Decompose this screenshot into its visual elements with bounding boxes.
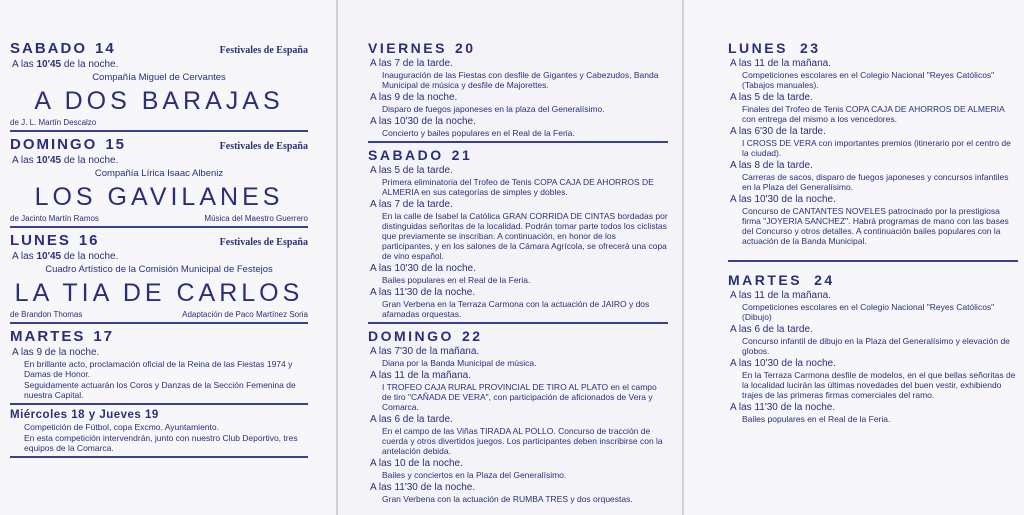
play-credits: de Brandon Thomas Adaptación de Paco Martínez Soria — [10, 310, 308, 319]
event-description: Competiciones escolares en el Colegio Nacional "Reyes Católicos" (Tabajos manuales). — [742, 70, 995, 90]
day-header-viernes-20 — [368, 40, 668, 56]
day-header-domingo-22 — [368, 328, 668, 344]
day-name: LUNES — [728, 40, 788, 56]
event-description: En esta competición intervendrán, junto con nuestro Club Deportivo, tres equipos de la Comarca. — [24, 433, 298, 453]
day-name: DOMINGO — [368, 328, 454, 344]
divider — [10, 456, 308, 458]
event-description: Concurso infantil de dibujo en la Plaza del Generalísimo y elevación de globos. — [742, 336, 1010, 356]
day-name: VIERNES — [368, 40, 447, 56]
play-title: LA TIA DE CARLOS — [14, 279, 304, 307]
event-time: A las 10'45 de la noche. — [12, 59, 119, 70]
event-time: A las 10'30 de la noche. — [730, 358, 836, 369]
day-number: 15 — [105, 136, 127, 153]
day-number: 14 — [95, 40, 116, 57]
event-time: A las 11'30 de la noche. — [730, 402, 836, 413]
festival-label: Festivales de España — [219, 45, 308, 56]
event-description: Gran Verbena en la Terraza Carmona con la actuación de JAIRO y dos afamadas orquestas. — [382, 299, 650, 319]
day-name: LUNES — [10, 232, 71, 249]
day-header-sabado-14 — [10, 40, 308, 57]
event-time: A las 11 de la mañana. — [730, 290, 831, 301]
divider — [728, 260, 1018, 262]
day-number: 17 — [93, 328, 115, 345]
event-time: A las 6 de la tarde. — [370, 414, 453, 425]
event-description: Seguidamente actuarán los Coros y Danzas de la Sección Femenina de nuestra Capital. — [24, 380, 296, 400]
event-description: En brillante acto, proclamación oficial de la Reina de las Fiestas 1974 y Damas de Honor. — [24, 359, 293, 379]
day-name: SABADO — [10, 40, 88, 57]
event-time: A las 11'30 de la noche. — [370, 482, 476, 493]
day-number: 24 — [814, 272, 835, 288]
event-description: Bailes populares en el Real de la Feria. — [382, 275, 531, 285]
event-time: A las 10'30 de la noche. — [730, 194, 836, 205]
program-panel-middle — [338, 0, 682, 515]
festival-label: Festivales de España — [219, 237, 308, 248]
program-panel-right — [684, 0, 1024, 515]
event-description: Inauguración de las Fiestas con desfile de Gigantes y Cabezudos, Banda Municipal de música y desfile de Majorettes. — [382, 70, 659, 90]
event-time: A las 10'30 de la noche. — [370, 263, 476, 274]
day-name: MARTES — [10, 328, 86, 345]
event-description: Bailes y conciertos en la Plaza del Generalísimo. — [382, 470, 567, 480]
divider — [10, 130, 308, 132]
day-number: 23 — [799, 40, 821, 56]
event-description: Primera eliminatoria del Trofeo de Tenis COPA CAJA DE AHORROS DE ALMERIA en sus categorías de simples y dobles. — [382, 177, 654, 197]
divider — [368, 322, 668, 324]
event-time: A las 10'45 de la noche. — [12, 251, 119, 262]
event-time: A las 9 de la noche. — [12, 347, 100, 358]
program-panel-left — [0, 0, 336, 515]
event-time: A las 10'30 de la noche. — [370, 116, 476, 127]
event-description: Bailes populares en el Real de la Feria. — [742, 414, 891, 424]
divider — [368, 141, 668, 143]
day-number: 22 — [461, 328, 483, 344]
day-header-sabado-21 — [368, 147, 668, 163]
day-name: MARTES — [728, 272, 803, 288]
play-credits: de J. L. Martín Descalzo — [10, 118, 97, 127]
event-time: A las 7'30 de la mañana. — [370, 346, 480, 357]
event-time: A las 5 de la tarde. — [730, 92, 813, 103]
event-description: En la Terraza Carmona desfile de modelos, en el que bellas señoritas de la localidad lucirán las últimas novedades del buen vestir, exhibiendo trajes de las primeras firmas comerciales del ramo. — [742, 370, 1016, 400]
event-description: Diana por la Banda Municipal de música. — [382, 358, 537, 368]
event-description: Competiciones escolares en el Colegio Nacional "Reyes Católicos" (Dibujo) — [742, 302, 995, 322]
event-time: A las 11'30 de la noche. — [370, 287, 476, 298]
event-time: A las 6'30 de la tarde. — [730, 126, 826, 137]
event-time: A las 7 de la tarde. — [370, 58, 453, 69]
play-title: A DOS BARAJAS — [34, 87, 284, 115]
play-title: LOS GAVILANES — [34, 183, 284, 211]
event-time: A las 10 de la noche. — [370, 458, 463, 469]
divider — [10, 403, 308, 405]
day-number: 20 — [454, 40, 476, 56]
event-description: Competición de Fútbol, copa Excmo. Ayuntamiento. — [24, 422, 219, 432]
day-number: 21 — [451, 147, 473, 163]
event-time: A las 5 de la tarde. — [370, 165, 453, 176]
event-description: Concierto y bailes populares en el Real de la Feria. — [382, 128, 575, 138]
divider — [10, 226, 308, 228]
event-time: A las 9 de la noche. — [370, 92, 458, 103]
play-credits: de Jacinto Martín Ramos Música del Maestro Guerrero — [10, 214, 308, 223]
event-description: Finales del Trofeo de Tenis COPA CAJA DE AHORROS DE ALMERIA con entrega del mismo a los vencedores. — [742, 104, 1005, 124]
divider — [10, 322, 308, 324]
event-description: En la calle de Isabel la Católica GRAN CORRIDA DE CINTAS bordadas por distinguidas señoritas de la localidad. Podrán tomar parte todos los ciclistas que previamente se inscriban. A continuación, en honor de los participantes, y en los salones de la Cámara Agrícola, se ofrecerá una copa de vino español. — [382, 211, 668, 261]
day-header-martes-17 — [10, 328, 308, 345]
event-description: Disparo de fuegos japoneses en la plaza del Generalísimo. — [382, 104, 605, 114]
day-header-martes-24 — [728, 272, 1018, 288]
event-description: I CROSS DE VERA con importantes premios (itinerario por el centro de la ciudad). — [742, 138, 1011, 158]
day-header-lunes-16 — [10, 232, 308, 249]
company-name: Compañía Miguel de Cervantes — [92, 72, 226, 83]
event-description: I TROFEO CAJA RURAL PROVINCIAL DE TIRO AL PLATO en el campo de tiro "CAÑADA DE VERA", con participación de aficionados de Vera y Comarca. — [382, 382, 657, 412]
day-header-miercoles-jueves: Miércoles 18 y Jueves 19 — [10, 409, 159, 421]
day-number: 16 — [78, 232, 100, 249]
day-header-domingo-15 — [10, 136, 308, 153]
event-description: Gran Verbena con la actuación de RUMBA TRES y dos orquestas. — [382, 494, 633, 504]
festival-label: Festivales de España — [219, 141, 308, 152]
company-name: Compañía Lírica Isaac Albeniz — [94, 168, 224, 179]
day-name: DOMINGO — [10, 136, 98, 153]
event-time: A las 8 de la tarde. — [730, 160, 813, 171]
day-name: SABADO — [368, 147, 444, 163]
event-time: A las 6 de la tarde. — [730, 324, 813, 335]
day-header-lunes-23 — [728, 40, 1018, 56]
event-time: A las 10'45 de la noche. — [12, 155, 119, 166]
event-time: A las 7 de la tarde. — [370, 199, 453, 210]
event-time: A las 11 de la mañana. — [730, 58, 831, 69]
event-description: Concurso de CANTANTES NOVELES patrocinado por la prestigiosa firma "JOYERIA SANCHEZ". Habrá programas de mano con las bases del Concurso y otros detalles. A continuación bailes populares con la actuación de la Banda Municipal. — [742, 206, 1009, 246]
event-time: A las 11 de la mañana. — [370, 370, 471, 381]
event-description: En el campo de las Viñas TIRADA AL POLLO. Concurso de tracción de cuerda y otros divertidos juegos. Los participantes deben inscribirse con la antelación debida. — [382, 426, 663, 456]
event-description: Carreras de sacos, disparo de fuegos japoneses y concursos infantiles en la Plaza del Generalísimo. — [742, 172, 1009, 192]
company-name: Cuadro Artístico de la Comisión Municipal de Festejos — [45, 264, 273, 275]
